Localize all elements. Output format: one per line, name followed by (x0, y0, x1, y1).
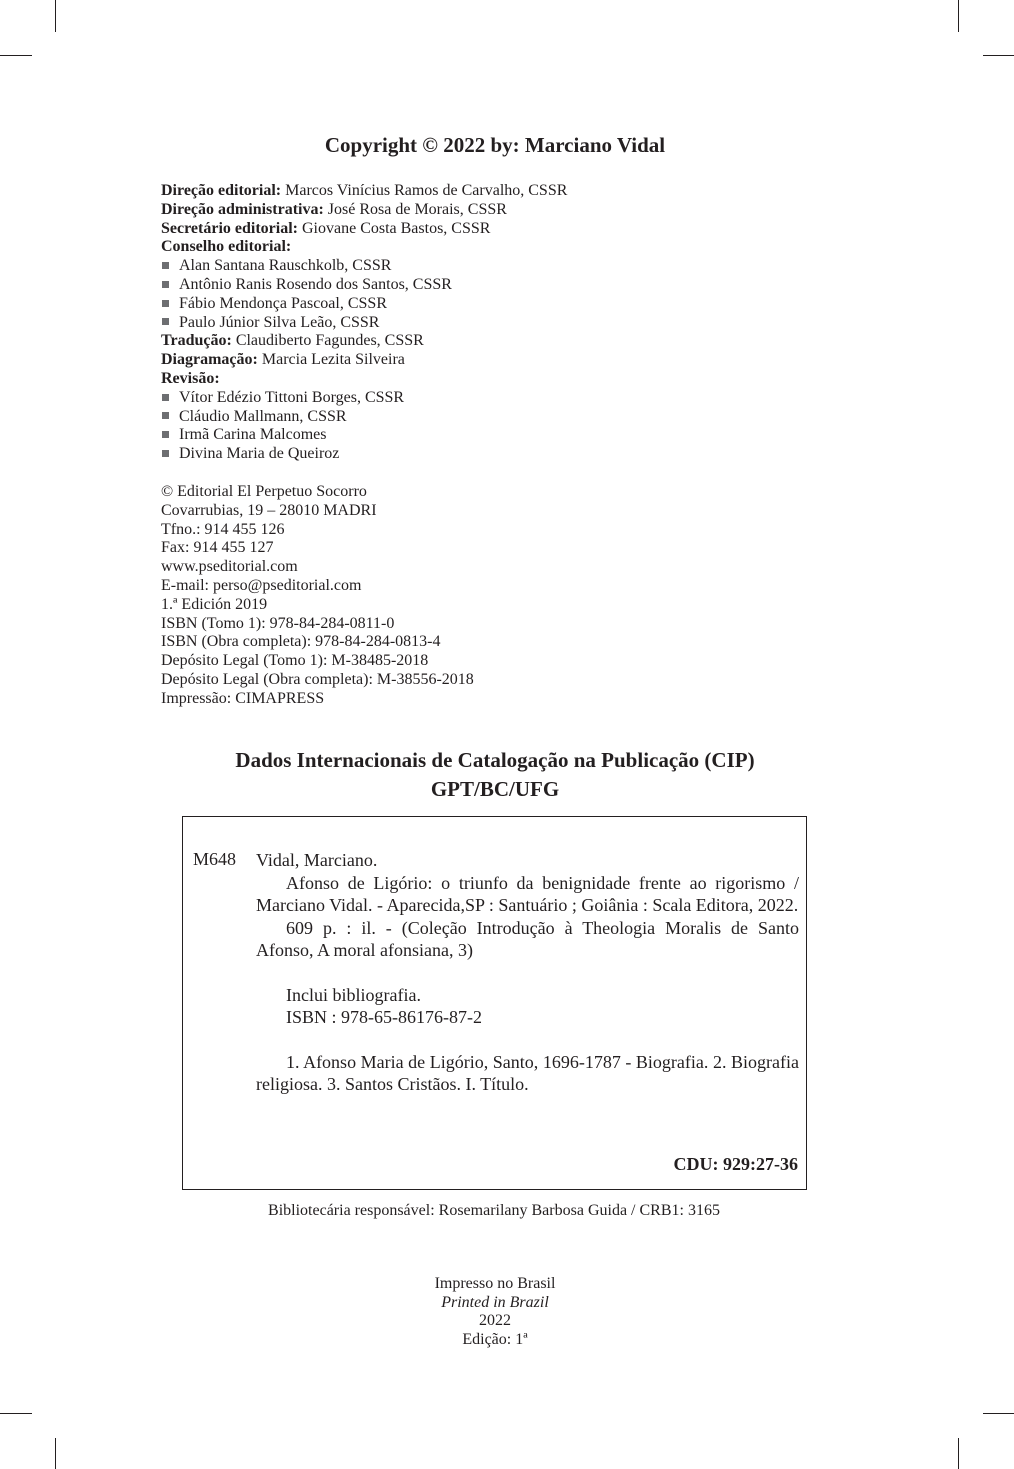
credit-value: José Rosa de Morais, CSSR (323, 200, 507, 218)
cip-heading (0, 746, 990, 804)
cip-record-body (256, 849, 799, 1096)
publisher-fax: Fax: 914 455 127 (161, 539, 274, 557)
publisher-info (161, 483, 474, 709)
cip-author: Vidal, Marciano. (256, 850, 378, 870)
legal-deposit-volume: Depósito Legal (Tomo 1): M-38485-2018 (161, 652, 429, 670)
crop-mark-top-right-horizontal (983, 55, 1014, 56)
credit-value: Giovane Costa Bastos, CSSR (297, 219, 491, 237)
list-item (161, 276, 567, 295)
list-item (161, 295, 567, 314)
member-name: Fábio Mendonça Pascoal, CSSR (179, 294, 387, 312)
crop-mark-bottom-left-vertical (55, 1438, 56, 1469)
credit-value: Marcia Lezita Silveira (257, 351, 405, 369)
credit-label: Diagramação: (161, 351, 258, 369)
isbn-complete: ISBN (Obra completa): 978-84-284-0813-4 (161, 633, 441, 651)
publisher-email: E-mail: perso@pseditorial.com (161, 576, 362, 594)
publisher-phone: Tfno.: 914 455 126 (161, 520, 285, 538)
cip-subjects: 1. Afonso Maria de Ligório, Santo, 1696-1787 - Biografia. 2. Biografia religiosa. 3. Santos Cristãos. I. Título. (256, 1051, 799, 1094)
credit-label: Revisão: (161, 369, 220, 387)
member-name: Paulo Júnior Silva Leão, CSSR (179, 313, 380, 331)
square-bullet-icon (162, 450, 169, 457)
credits-block (161, 182, 567, 464)
credit-label: Direção editorial: (161, 182, 282, 199)
printer: Impressão: CIMAPRESS (161, 689, 325, 707)
credit-label: Secretário editorial: (161, 219, 298, 237)
square-bullet-icon (162, 318, 169, 325)
print-year: 2022 (479, 1312, 511, 1329)
square-bullet-icon (162, 281, 169, 288)
credit-direcao-editorial (161, 182, 567, 201)
crop-mark-bottom-right-vertical (958, 1438, 959, 1469)
square-bullet-icon (162, 300, 169, 307)
credit-label: Tradução: (161, 332, 232, 350)
crop-mark-top-left-horizontal (0, 55, 32, 56)
publisher-name: © Editorial El Perpetuo Socorro (161, 483, 367, 500)
crop-mark-bottom-right-horizontal (983, 1413, 1014, 1414)
cip-title-statement: Afonso de Ligório: o triunfo da benignidade frente ao rigorismo / Marciano Vidal. - Aparecida,SP : Santuário ; Goiânia : Scala Editora, 2022. (256, 872, 799, 915)
list-item (161, 314, 567, 333)
cip-title: Dados Internacionais de Catalogação na Publicação (CIP) (235, 748, 755, 772)
credit-value: Claudiberto Fagundes, CSSR (231, 332, 424, 350)
list-item (161, 445, 567, 464)
square-bullet-icon (162, 394, 169, 401)
crop-mark-bottom-left-horizontal (0, 1413, 32, 1414)
cip-note: Inclui bibliografia. (286, 984, 421, 1005)
member-name: Irmã Carina Malcomes (179, 426, 327, 444)
printed-in-portuguese: Impresso no Brasil (434, 1275, 556, 1292)
square-bullet-icon (162, 431, 169, 438)
crop-mark-top-right-vertical (958, 0, 959, 32)
list-item (161, 257, 567, 276)
credit-traducao (161, 332, 567, 351)
legal-deposit-complete: Depósito Legal (Obra completa): M-38556-2018 (161, 670, 474, 688)
cip-source: GPT/BC/UFG (430, 777, 560, 801)
member-name: Divina Maria de Queiroz (179, 445, 340, 463)
credit-diagramacao (161, 351, 567, 370)
cip-isbn: ISBN : 978-65-86176-87-2 (286, 1007, 482, 1027)
original-edition: 1.ª Edición 2019 (161, 595, 268, 613)
cip-record-box (182, 816, 807, 1190)
copyright-heading: Copyright © 2022 by: Marciano Vidal (324, 133, 666, 157)
member-name: Alan Santana Rauschkolb, CSSR (179, 257, 392, 275)
printed-in-english: Printed in Brazil (441, 1293, 549, 1311)
list-item (161, 426, 567, 445)
cip-physical-description: 609 p. : il. - (Coleção Introdução à Theologia Moralis de Santo Afonso, A moral afonsiana, 3) (256, 917, 799, 960)
credit-label: Conselho editorial: (161, 238, 292, 256)
colophon (0, 1275, 990, 1349)
member-name: Vítor Edézio Tittoni Borges, CSSR (179, 388, 405, 406)
credit-label: Direção administrativa: (161, 200, 324, 218)
librarian-credit: Bibliotecária responsável: Rosemarilany Barbosa Guida / CRB1: 3165 (268, 1202, 720, 1219)
member-name: Cláudio Mallmann, CSSR (179, 407, 347, 425)
publisher-address: Covarrubias, 19 – 28010 MADRI (161, 501, 377, 519)
cdu-code: CDU: 929:27-36 (673, 1154, 798, 1174)
credit-secretario-editorial (161, 220, 567, 239)
list-item (161, 408, 567, 427)
crop-mark-top-left-vertical (55, 0, 56, 32)
isbn-volume: ISBN (Tomo 1): 978-84-284-0811-0 (161, 614, 395, 632)
square-bullet-icon (162, 262, 169, 269)
call-number: M648 (193, 849, 237, 869)
credit-conselho-editorial (161, 238, 567, 257)
credit-direcao-administrativa (161, 201, 567, 220)
credit-revisao (161, 370, 567, 389)
member-name: Antônio Ranis Rosendo dos Santos, CSSR (179, 275, 452, 293)
list-item (161, 389, 567, 408)
edition-number: Edição: 1ª (462, 1330, 528, 1348)
credit-value: Marcos Vinícius Ramos de Carvalho, CSSR (281, 182, 568, 199)
square-bullet-icon (162, 412, 169, 419)
publisher-website: www.pseditorial.com (161, 558, 298, 576)
